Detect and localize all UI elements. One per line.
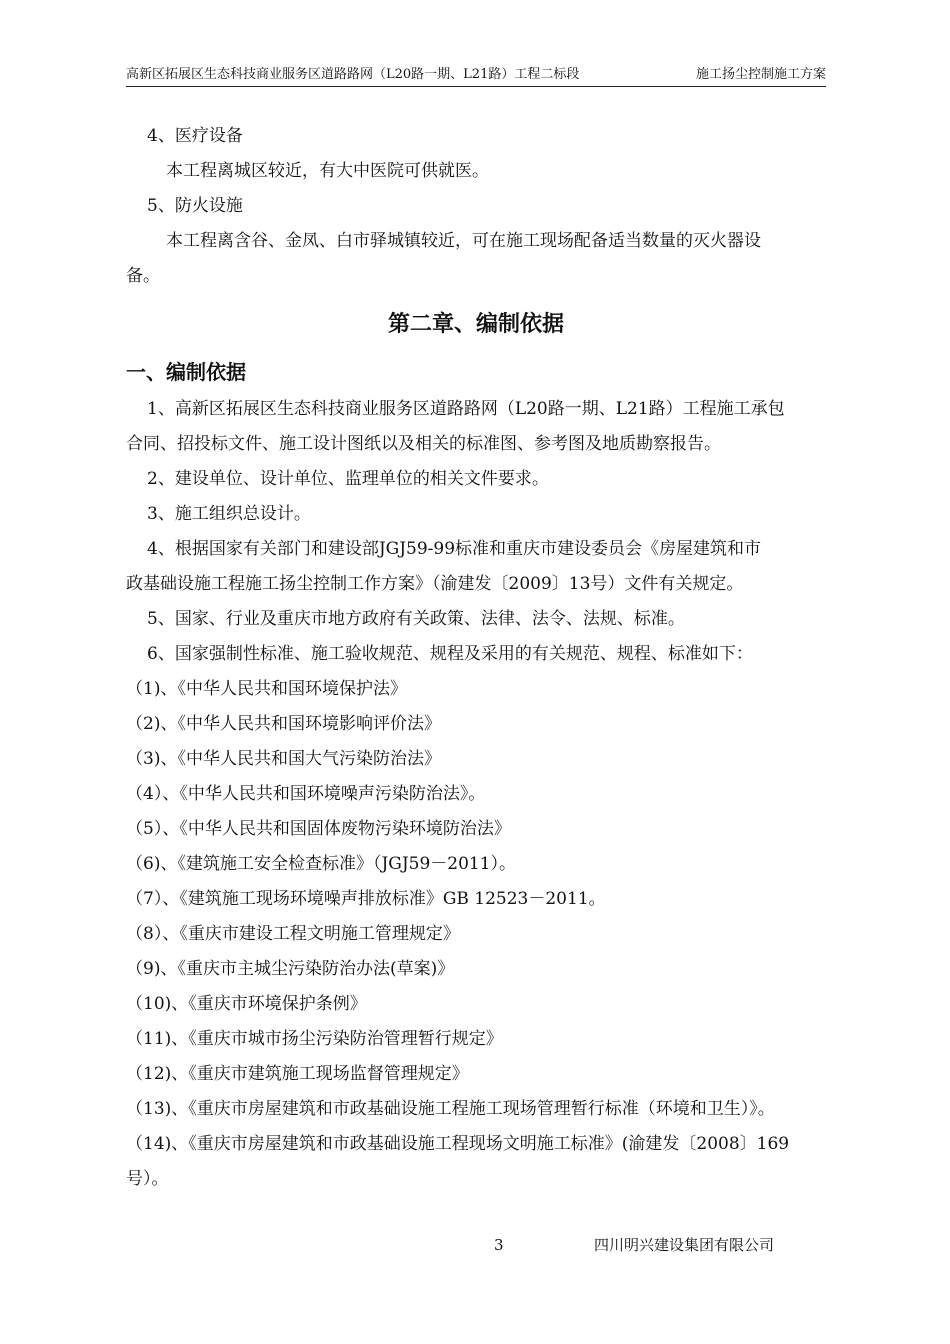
company-name: 四川明兴建设集团有限公司 xyxy=(594,1236,775,1254)
standard-item: 号）。 xyxy=(126,1169,169,1189)
header-document-title: 施工扬尘控制施工方案 xyxy=(695,67,826,82)
medical-heading: 4、医疗设备 xyxy=(147,126,243,146)
basis-line: 政基础设施工程施工扬尘控制工作方案》（渝建发〔2009〕13号）文件有关规定。 xyxy=(126,574,744,594)
standard-item: （12)、《重庆市建筑施工现场监督管理规定》 xyxy=(126,1064,469,1084)
standard-item: （4）、《中华人民共和国环境噪声污染防治法》。 xyxy=(126,784,486,804)
page-header xyxy=(126,64,826,87)
basis-line: 1、高新区拓展区生态科技商业服务区道路路网（L20路一期、L21路）工程施工承包 xyxy=(147,399,785,419)
standard-item: （5）、《中华人民共和国固体废物污染环境防治法》 xyxy=(126,819,511,839)
standard-item: （7）、《建筑施工现场环境噪声排放标准》GB 12523－2011。 xyxy=(126,889,606,909)
standard-item: （1)、《中华人民共和国环境保护法》 xyxy=(126,679,407,699)
standard-item: （9)、《重庆市主城尘污染防治办法(草案)》 xyxy=(126,959,455,979)
standard-item: （3)、《中华人民共和国大气污染防治法》 xyxy=(126,749,441,769)
section-title: 一、编制依据 xyxy=(126,360,246,384)
standard-item: （2)、《中华人民共和国环境影响评价法》 xyxy=(126,714,441,734)
basis-line: 4、根据国家有关部门和建设部JGJ59-99标准和重庆市建设委员会《房屋建筑和市 xyxy=(147,539,762,559)
standard-item: （10)、《重庆市环境保护条例》 xyxy=(126,994,367,1014)
fire-heading: 5、防火设施 xyxy=(147,196,243,216)
basis-line: 2、建设单位、设计单位、监理单位的相关文件要求。 xyxy=(147,469,549,489)
chapter-title: 第二章、编制依据 xyxy=(387,312,564,337)
basis-line: 5、国家、行业及重庆市地方政府有关政策、法律、法令、法规、标准。 xyxy=(147,609,685,629)
fire-text-line-1: 本工程离含谷、金凤、白市驿城镇较近，可在施工现场配备适当数量的灭火器设 xyxy=(166,231,761,251)
standard-item: （14)、《重庆市房屋建筑和市政基础设施工程现场文明施工标准》(渝建发〔2008〕169 xyxy=(126,1134,790,1154)
medical-text: 本工程离城区较近，有大中医院可供就医。 xyxy=(166,161,489,181)
document-body xyxy=(126,119,826,1197)
page-footer xyxy=(0,1230,950,1260)
fire-text-line-2: 备。 xyxy=(126,266,160,286)
header-project-name: 高新区拓展区生态科技商业服务区道路路网（L20路一期、L21路）工程二标段 xyxy=(126,67,580,82)
basis-line: 3、施工组织总设计。 xyxy=(147,504,311,524)
standard-item: （11)、《重庆市城市扬尘污染防治管理暂行规定》 xyxy=(126,1029,503,1049)
basis-line: 6、国家强制性标准、施工验收规范、规程及采用的有关规范、规程、标准如下： xyxy=(147,644,753,664)
standard-item: （6)、《建筑施工安全检查标准》（JGJ59－2011）。 xyxy=(126,854,517,874)
standard-item: （13)、《重庆市房屋建筑和市政基础设施工程施工现场管理暂行标准（环境和卫生）》。 xyxy=(126,1099,775,1119)
page-number: 3 xyxy=(494,1236,504,1254)
standard-item: （8）、《重庆市建设工程文明施工管理规定》 xyxy=(126,924,460,944)
basis-line: 合同、招投标文件、施工设计图纸以及相关的标准图、参考图及地质勘察报告。 xyxy=(126,434,721,454)
